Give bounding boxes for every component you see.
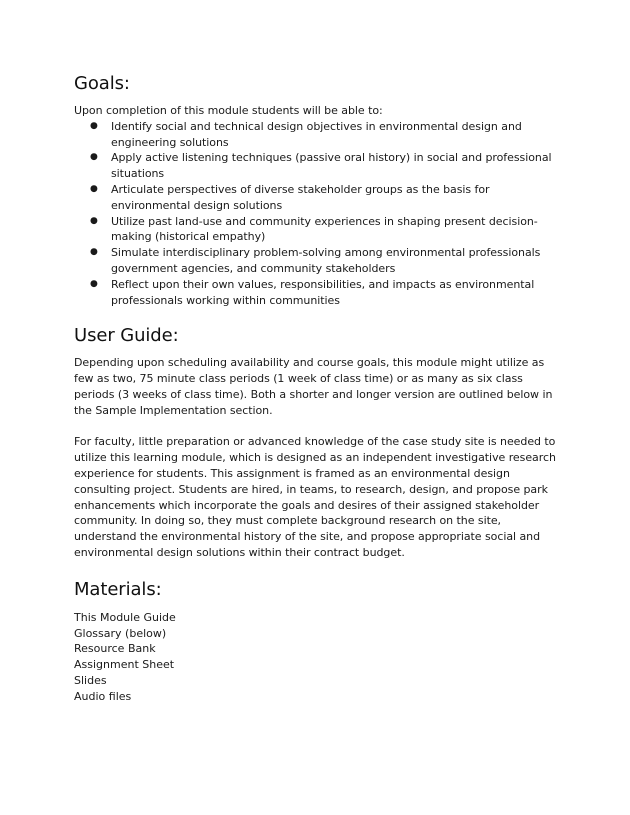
material-item: Assignment Sheet	[74, 658, 175, 672]
goals-heading: Goals:	[74, 73, 130, 94]
bullet-icon: ●	[90, 247, 98, 258]
bullet-icon: ●	[90, 152, 98, 163]
goal-text: Apply active listening techniques (passive oral history) in social and professional situations	[111, 151, 552, 181]
bullet-icon: ●	[90, 120, 98, 131]
goal-text: Articulate perspectives of diverse stakeholder groups as the basis for environmental design solutions	[111, 182, 490, 212]
goal-text: Utilize past land-use and community experiences in shaping present decision-making (historical empathy)	[111, 214, 538, 244]
goal-item	[74, 245, 560, 277]
user-guide-heading: User Guide:	[74, 325, 179, 347]
material-item: This Module Guide	[74, 610, 176, 624]
user-guide-section	[74, 324, 560, 560]
material-item: Glossary (below)	[74, 626, 167, 640]
bullet-icon: ●	[90, 183, 98, 194]
goal-item	[74, 182, 560, 214]
goal-text: Identify social and technical design objectives in environmental design and engineering solutions	[111, 119, 522, 149]
material-item: Resource Bank	[74, 642, 156, 656]
goal-item	[74, 277, 560, 309]
goal-text: Simulate interdisciplinary problem-solving among environmental professionals government agencies, and community stakeholders	[111, 246, 541, 275]
user-guide-paragraph-2: For faculty, little preparation or advanced knowledge of the case study site is needed to utilize this learning module, which is designed as an independent investigative research experience for students. This assignment is framed as an environmental design consulting project. Students are hired, in teams, to research, design, and propose park enhancements which incorporate the goals and desires of their assigned stakeholder community. In doing so, they must complete background research on the site, understand the environmental history of the site, and propose appropriate social and environmental design solutions within their contract budget.	[74, 435, 556, 559]
materials-list	[74, 610, 560, 705]
goal-item	[74, 214, 560, 246]
materials-section	[74, 578, 560, 705]
bullet-icon: ●	[90, 215, 98, 226]
material-item: Audio files	[74, 689, 132, 703]
goals-section	[74, 72, 560, 308]
goals-list	[74, 119, 560, 309]
goal-item	[74, 150, 560, 182]
material-item: Slides	[74, 673, 107, 687]
goal-item	[74, 119, 560, 151]
bullet-icon: ●	[90, 278, 98, 289]
user-guide-paragraph-1: Depending upon scheduling availability and course goals, this module might utilize as few as two, 75 minute class periods (1 week of class time) or as many as six class periods (3 weeks of class time). Both a shorter and longer version are outlined below in the Sample Implementation section.	[74, 356, 553, 417]
materials-heading: Materials:	[74, 578, 162, 600]
goal-text: Reflect upon their own values, responsibilities, and impacts as environmental professionals working within communities	[111, 277, 535, 307]
document-page	[74, 72, 560, 705]
goals-intro: Upon completion of this module students will be able to:	[74, 104, 383, 117]
